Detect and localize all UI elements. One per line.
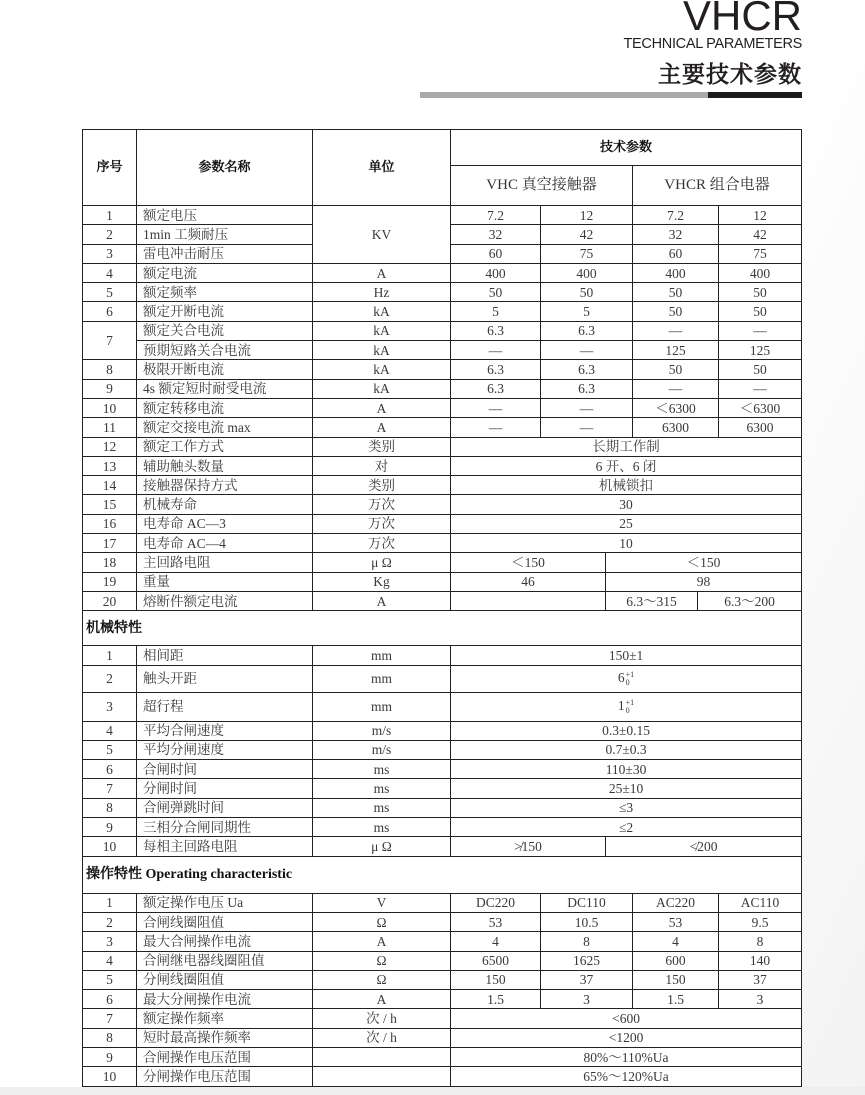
parameter-value (451, 591, 606, 610)
parameter-value: 80%～110%Ua (451, 1047, 802, 1066)
row-number: 1 (83, 646, 137, 665)
parameter-name: 额定转移电流 (137, 398, 313, 417)
row-number: 3 (83, 244, 137, 263)
unit: ms (313, 798, 451, 817)
parameter-value: DC220 (451, 893, 541, 912)
parameter-value: 400 (719, 263, 802, 282)
parameter-value: 400 (451, 263, 541, 282)
parameter-value (451, 692, 802, 721)
header-tech-params: 技术参数 (451, 130, 802, 166)
section-title: 操作特性 Operating characteristic (83, 856, 802, 893)
table-row (83, 665, 802, 692)
parameter-value: 3 (719, 990, 802, 1009)
parameter-value: 46 (451, 572, 606, 591)
parameter-value: ＜150 (606, 553, 802, 572)
parameter-name: 额定电流 (137, 263, 313, 282)
table-row (83, 206, 802, 225)
row-number: 6 (83, 302, 137, 321)
parameter-value: 6300 (633, 418, 719, 437)
parameter-value: 7.2 (633, 206, 719, 225)
unit: A (313, 263, 451, 282)
decorative-bar-grey (420, 92, 708, 98)
table-row (83, 418, 802, 437)
parameter-name: 额定交接电流 max (137, 418, 313, 437)
row-number: 2 (83, 225, 137, 244)
unit: kA (313, 341, 451, 360)
row-number: 8 (83, 798, 137, 817)
row-number: 7 (83, 779, 137, 798)
unit: 次 / h (313, 1009, 451, 1028)
parameter-name: 雷电冲击耐压 (137, 244, 313, 263)
header-unit: 单位 (313, 130, 451, 206)
parameter-value: 12 (541, 206, 633, 225)
parameter-value (451, 665, 802, 692)
parameter-value: 6500 (451, 951, 541, 970)
parameter-name: 相间距 (137, 646, 313, 665)
parameter-value: 150 (451, 970, 541, 989)
parameter-value: 37 (719, 970, 802, 989)
row-number: 8 (83, 1028, 137, 1047)
parameter-value: — (541, 398, 633, 417)
header-group-vhcr: VHCR 组合电器 (633, 166, 802, 206)
parameter-value: ≤3 (451, 798, 802, 817)
unit: A (313, 418, 451, 437)
row-number: 1 (83, 206, 137, 225)
parameter-name: 额定关合电流 (137, 321, 313, 340)
parameter-name: 合闸时间 (137, 760, 313, 779)
table-row (83, 360, 802, 379)
parameter-value: ＜6300 (633, 398, 719, 417)
row-number: 9 (83, 379, 137, 398)
table-row (83, 740, 802, 759)
parameter-value: 53 (451, 912, 541, 931)
parameter-name: 合闸继电器线圈阻值 (137, 951, 313, 970)
table-row (83, 1067, 802, 1086)
section-header-row (83, 856, 802, 893)
parameter-value: 98 (606, 572, 802, 591)
parameter-name: 重量 (137, 572, 313, 591)
parameter-name: 平均分闸速度 (137, 740, 313, 759)
parameter-value: 6 开、6 闭 (451, 456, 802, 475)
row-number: 3 (83, 932, 137, 951)
parameter-value: 32 (451, 225, 541, 244)
parameter-name: 触头开距 (137, 665, 313, 692)
parameter-value: 6.3～200 (698, 591, 802, 610)
unit: Ω (313, 912, 451, 931)
brand-title: VHCR (682, 0, 802, 39)
parameter-value: 75 (541, 244, 633, 263)
parameter-value: 机械锁扣 (451, 476, 802, 495)
parameter-value: 长期工作制 (451, 437, 802, 456)
row-number: 2 (83, 912, 137, 931)
parameter-name: 额定操作电压 Ua (137, 893, 313, 912)
table-row (83, 1009, 802, 1028)
parameter-name: 辅助触头数量 (137, 456, 313, 475)
parameter-name: 接触器保持方式 (137, 476, 313, 495)
parameter-name: 超行程 (137, 692, 313, 721)
unit: ms (313, 779, 451, 798)
parameter-name: 最大分闸操作电流 (137, 990, 313, 1009)
table-row (83, 302, 802, 321)
parameter-value: 0.7±0.3 (451, 740, 802, 759)
row-number: 5 (83, 740, 137, 759)
parameter-value: 4 (451, 932, 541, 951)
unit: 次 / h (313, 1028, 451, 1047)
parameter-name: 4s 额定短时耐受电流 (137, 379, 313, 398)
parameter-name: 平均合闸速度 (137, 721, 313, 740)
table-row (83, 721, 802, 740)
unit: 万次 (313, 514, 451, 533)
unit: A (313, 990, 451, 1009)
table-row (83, 798, 802, 817)
parameter-value: ＜150 (451, 553, 606, 572)
parameter-name: 三相分合闸同期性 (137, 818, 313, 837)
row-number: 18 (83, 553, 137, 572)
table-row (83, 476, 802, 495)
parameter-name: 分闸时间 (137, 779, 313, 798)
value-tolerance (626, 671, 635, 687)
tolerance-lower: 0 (625, 705, 630, 715)
parameter-value: 50 (633, 283, 719, 302)
parameter-name: 额定频率 (137, 283, 313, 302)
unit: kA (313, 302, 451, 321)
parameter-value: 400 (541, 263, 633, 282)
table-row (83, 912, 802, 931)
parameter-value: ≯150 (451, 837, 606, 856)
row-number: 5 (83, 970, 137, 989)
table-row (83, 1028, 802, 1047)
parameter-value: 4 (633, 932, 719, 951)
parameter-value: — (719, 321, 802, 340)
unit: kA (313, 321, 451, 340)
parameter-name: 主回路电阻 (137, 553, 313, 572)
unit: kA (313, 379, 451, 398)
parameter-value: AC110 (719, 893, 802, 912)
parameter-value: ≤2 (451, 818, 802, 837)
parameter-value: 25 (451, 514, 802, 533)
parameter-name: 额定操作频率 (137, 1009, 313, 1028)
row-number: 5 (83, 283, 137, 302)
unit: A (313, 932, 451, 951)
parameter-value: DC110 (541, 893, 633, 912)
parameter-value: 8 (541, 932, 633, 951)
row-number: 10 (83, 1067, 137, 1086)
table-row (83, 572, 802, 591)
parameter-value: 75 (719, 244, 802, 263)
table-row (83, 263, 802, 282)
parameter-value: 8 (719, 932, 802, 951)
unit: mm (313, 692, 451, 721)
parameter-name: 预期短路关合电流 (137, 341, 313, 360)
unit: 万次 (313, 534, 451, 553)
table-row (83, 398, 802, 417)
parameter-value: 6.3 (451, 360, 541, 379)
parameter-value: — (451, 398, 541, 417)
unit: Ω (313, 951, 451, 970)
parameter-name: 额定开断电流 (137, 302, 313, 321)
unit: 类别 (313, 437, 451, 456)
parameter-value: 6.3 (451, 379, 541, 398)
table-row (83, 970, 802, 989)
parameter-value: 5 (451, 302, 541, 321)
subtitle-english: TECHNICAL PARAMETERS (623, 36, 802, 52)
technical-parameters-table (82, 129, 802, 1087)
parameter-value: 50 (719, 360, 802, 379)
table-row (83, 779, 802, 798)
parameter-value: 50 (633, 302, 719, 321)
unit: V (313, 893, 451, 912)
parameter-name: 短时最高操作频率 (137, 1028, 313, 1047)
parameter-name: 合闸弹跳时间 (137, 798, 313, 817)
row-number: 11 (83, 418, 137, 437)
parameter-value: — (541, 341, 633, 360)
row-number: 15 (83, 495, 137, 514)
unit: Kg (313, 572, 451, 591)
unit: m/s (313, 721, 451, 740)
subtitle-chinese: 主要技术参数 (658, 62, 802, 88)
unit: m/s (313, 740, 451, 759)
row-number: 3 (83, 692, 137, 721)
parameter-name: 极限开断电流 (137, 360, 313, 379)
unit: ms (313, 760, 451, 779)
parameter-value: 150±1 (451, 646, 802, 665)
parameter-value: <600 (451, 1009, 802, 1028)
parameter-value: 32 (633, 225, 719, 244)
row-number: 10 (83, 398, 137, 417)
parameter-name: 额定电压 (137, 206, 313, 225)
tolerance-lower: 0 (625, 677, 630, 687)
table-row (83, 321, 802, 340)
row-number: 14 (83, 476, 137, 495)
decorative-bar-dark (708, 92, 802, 98)
tolerance-upper: +1 (625, 697, 635, 707)
parameter-value: 60 (633, 244, 719, 263)
parameter-value: 3 (541, 990, 633, 1009)
parameter-value: 6.3 (541, 379, 633, 398)
row-number: 9 (83, 1047, 137, 1066)
row-number: 13 (83, 456, 137, 475)
parameter-value: 125 (633, 341, 719, 360)
unit: 万次 (313, 495, 451, 514)
parameter-value: 30 (451, 495, 802, 514)
parameter-value: 53 (633, 912, 719, 931)
page-bottom-strip (0, 1087, 865, 1095)
parameter-name: 电寿命 AC—3 (137, 514, 313, 533)
unit: KV (313, 206, 451, 264)
parameter-value: 7.2 (451, 206, 541, 225)
row-number: 16 (83, 514, 137, 533)
parameter-value: 65%～120%Ua (451, 1067, 802, 1086)
header-seq: 序号 (83, 130, 137, 206)
table-row (83, 692, 802, 721)
parameter-value: <1200 (451, 1028, 802, 1047)
row-number: 2 (83, 665, 137, 692)
parameter-value: 5 (541, 302, 633, 321)
unit: mm (313, 665, 451, 692)
value-base: 6 (617, 670, 625, 686)
parameter-value: 12 (719, 206, 802, 225)
row-number: 4 (83, 951, 137, 970)
table-row (83, 437, 802, 456)
parameter-value: 6.3 (451, 321, 541, 340)
parameter-value: — (633, 321, 719, 340)
parameter-value: 25±10 (451, 779, 802, 798)
row-number: 1 (83, 893, 137, 912)
parameter-name: 机械寿命 (137, 495, 313, 514)
parameter-value: 9.5 (719, 912, 802, 931)
unit: 对 (313, 456, 451, 475)
table-row (83, 283, 802, 302)
unit (313, 1067, 451, 1086)
parameter-value: 6.3～315 (606, 591, 698, 610)
tolerance-upper: +1 (625, 669, 635, 679)
parameter-value: — (541, 418, 633, 437)
parameter-name: 每相主回路电阻 (137, 837, 313, 856)
value-base: 1 (617, 698, 625, 714)
row-number: 12 (83, 437, 137, 456)
parameter-name: 合闸线圈阻值 (137, 912, 313, 931)
row-number: 9 (83, 818, 137, 837)
parameter-value: ＜6300 (719, 398, 802, 417)
parameter-value: 150 (633, 970, 719, 989)
table-row (83, 553, 802, 572)
parameter-value: 50 (633, 360, 719, 379)
parameter-value: 1625 (541, 951, 633, 970)
unit: μ Ω (313, 837, 451, 856)
table-row (83, 379, 802, 398)
parameter-value: 42 (541, 225, 633, 244)
header-group-vhc: VHC 真空接触器 (451, 166, 633, 206)
parameter-value: — (633, 379, 719, 398)
row-number: 7 (83, 1009, 137, 1028)
parameter-name: 分闸操作电压范围 (137, 1067, 313, 1086)
parameter-value: — (451, 341, 541, 360)
row-number: 7 (83, 321, 137, 360)
table-row (83, 646, 802, 665)
parameter-value: 10 (451, 534, 802, 553)
parameter-value: 0.3±0.15 (451, 721, 802, 740)
row-number: 20 (83, 591, 137, 610)
parameter-value: 50 (719, 302, 802, 321)
table-row (83, 341, 802, 360)
table-row (83, 514, 802, 533)
parameter-name: 熔断件额定电流 (137, 591, 313, 610)
unit: Hz (313, 283, 451, 302)
parameter-value: 50 (719, 283, 802, 302)
parameter-value: — (451, 418, 541, 437)
parameter-value: 50 (451, 283, 541, 302)
parameter-name: 合闸操作电压范围 (137, 1047, 313, 1066)
parameter-value: 50 (541, 283, 633, 302)
parameter-name: 最大合闸操作电流 (137, 932, 313, 951)
parameter-value: 10.5 (541, 912, 633, 931)
parameter-value: 140 (719, 951, 802, 970)
parameter-value: 1.5 (633, 990, 719, 1009)
section-title: 机械特性 (83, 611, 802, 646)
row-number: 6 (83, 990, 137, 1009)
unit: Ω (313, 970, 451, 989)
parameter-value: 600 (633, 951, 719, 970)
parameter-value: 6.3 (541, 360, 633, 379)
table-row (83, 495, 802, 514)
unit: A (313, 591, 451, 610)
unit: μ Ω (313, 553, 451, 572)
parameter-value: 110±30 (451, 760, 802, 779)
row-number: 10 (83, 837, 137, 856)
parameter-value: AC220 (633, 893, 719, 912)
row-number: 6 (83, 760, 137, 779)
parameter-value: 400 (633, 263, 719, 282)
parameter-value: 6.3 (541, 321, 633, 340)
table-row (83, 893, 802, 912)
parameter-value: 125 (719, 341, 802, 360)
parameter-value: 6300 (719, 418, 802, 437)
section-header-row (83, 611, 802, 646)
parameter-name: 1min 工频耐压 (137, 225, 313, 244)
table-row (83, 951, 802, 970)
value-tolerance (626, 699, 635, 715)
parameter-value: 37 (541, 970, 633, 989)
unit: mm (313, 646, 451, 665)
parameter-value: 60 (451, 244, 541, 263)
unit: kA (313, 360, 451, 379)
unit (313, 1047, 451, 1066)
parameter-value: 42 (719, 225, 802, 244)
table-row (83, 990, 802, 1009)
parameter-name: 额定工作方式 (137, 437, 313, 456)
table-row (83, 932, 802, 951)
row-number: 17 (83, 534, 137, 553)
row-number: 4 (83, 721, 137, 740)
table-row (83, 456, 802, 475)
table-row (83, 837, 802, 856)
unit: 类别 (313, 476, 451, 495)
row-number: 8 (83, 360, 137, 379)
parameter-value: 1.5 (451, 990, 541, 1009)
table-row (83, 591, 802, 610)
parameter-name: 分闸线圈阻值 (137, 970, 313, 989)
parameter-value: ≮200 (606, 837, 802, 856)
table-row (83, 760, 802, 779)
table-row (83, 818, 802, 837)
unit: A (313, 398, 451, 417)
unit: ms (313, 818, 451, 837)
parameter-name: 电寿命 AC—4 (137, 534, 313, 553)
table-row (83, 1047, 802, 1066)
parameter-value: — (719, 379, 802, 398)
table-row (83, 534, 802, 553)
header-name: 参数名称 (137, 130, 313, 206)
row-number: 19 (83, 572, 137, 591)
row-number: 4 (83, 263, 137, 282)
